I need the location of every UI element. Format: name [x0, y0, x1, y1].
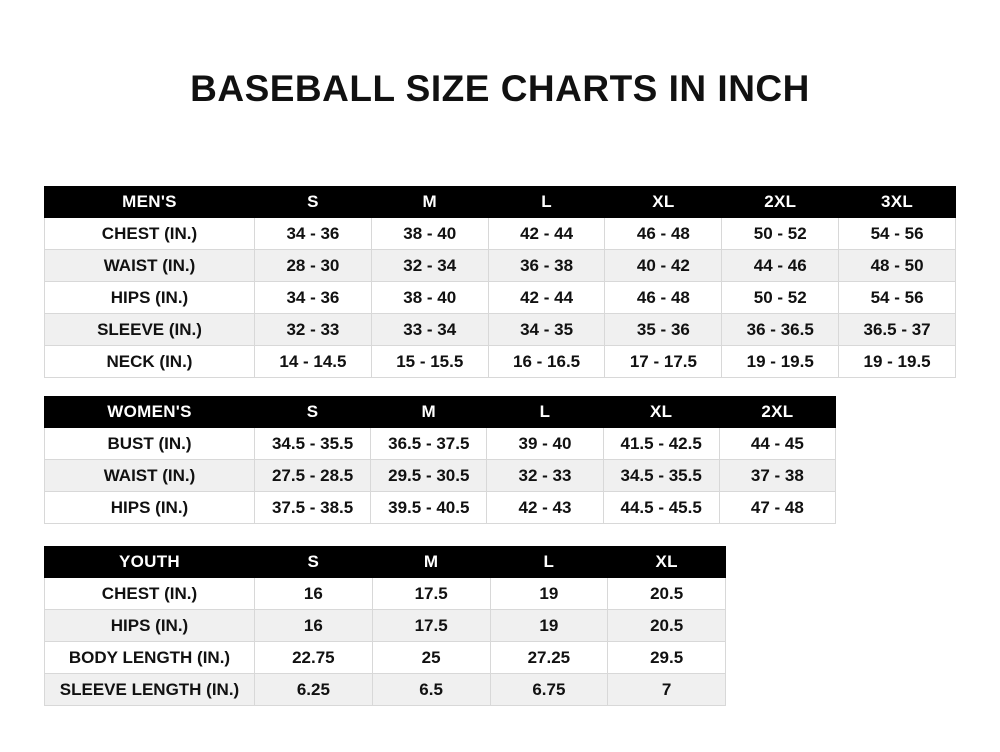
table-row: [45, 282, 956, 314]
men-cell-4-1: 15 - 15.5: [371, 346, 488, 378]
men-cell-4-2: 16 - 16.5: [488, 346, 605, 378]
men-cell-0-2: 42 - 44: [488, 218, 605, 250]
women-cell-0-3: 41.5 - 42.5: [603, 428, 719, 460]
men-cell-4-4: 19 - 19.5: [722, 346, 839, 378]
youth-cell-2-3: 29.5: [608, 642, 726, 674]
table-row: [45, 642, 726, 674]
youth-row-label: CHEST (IN.): [45, 578, 255, 610]
women-header-cell-2: M: [371, 397, 487, 428]
men-cell-4-5: 19 - 19.5: [839, 346, 956, 378]
men-cell-2-3: 46 - 48: [605, 282, 722, 314]
men-cell-4-3: 17 - 17.5: [605, 346, 722, 378]
men-cell-2-0: 34 - 36: [255, 282, 372, 314]
men-header-cell-1: S: [255, 187, 372, 218]
men-row-label: HIPS (IN.): [45, 282, 255, 314]
men-cell-1-5: 48 - 50: [839, 250, 956, 282]
men-cell-0-4: 50 - 52: [722, 218, 839, 250]
mens-table-header: [45, 187, 956, 218]
youth-cell-1-1: 17.5: [372, 610, 490, 642]
youth-cell-1-0: 16: [255, 610, 373, 642]
table-row: [45, 492, 836, 524]
men-row-label: CHEST (IN.): [45, 218, 255, 250]
men-cell-2-1: 38 - 40: [371, 282, 488, 314]
youth-cell-2-2: 27.25: [490, 642, 608, 674]
women-header-cell-0: WOMEN'S: [45, 397, 255, 428]
women-header-cell-1: S: [255, 397, 371, 428]
women-cell-0-1: 36.5 - 37.5: [371, 428, 487, 460]
youth-size-table: [44, 546, 726, 706]
womens-table-body: [45, 428, 836, 524]
mens-table-body: [45, 218, 956, 378]
mens-size-table: [44, 186, 956, 378]
men-header-cell-4: XL: [605, 187, 722, 218]
youth-cell-2-0: 22.75: [255, 642, 373, 674]
women-cell-2-0: 37.5 - 38.5: [255, 492, 371, 524]
women-cell-1-1: 29.5 - 30.5: [371, 460, 487, 492]
women-cell-0-4: 44 - 45: [719, 428, 835, 460]
women-cell-2-3: 44.5 - 45.5: [603, 492, 719, 524]
men-header-cell-6: 3XL: [839, 187, 956, 218]
men-header-cell-2: M: [371, 187, 488, 218]
men-cell-3-3: 35 - 36: [605, 314, 722, 346]
women-cell-1-3: 34.5 - 35.5: [603, 460, 719, 492]
women-header-cell-5: 2XL: [719, 397, 835, 428]
men-header-cell-3: L: [488, 187, 605, 218]
men-cell-2-2: 42 - 44: [488, 282, 605, 314]
men-cell-1-1: 32 - 34: [371, 250, 488, 282]
youth-cell-1-2: 19: [490, 610, 608, 642]
men-cell-3-5: 36.5 - 37: [839, 314, 956, 346]
youth-size-chart: [44, 546, 726, 706]
youth-cell-3-2: 6.75: [490, 674, 608, 706]
table-row: [45, 674, 726, 706]
men-cell-3-1: 33 - 34: [371, 314, 488, 346]
women-header-cell-4: XL: [603, 397, 719, 428]
women-row-label: BUST (IN.): [45, 428, 255, 460]
womens-size-table: [44, 396, 836, 524]
women-cell-2-1: 39.5 - 40.5: [371, 492, 487, 524]
women-cell-0-2: 39 - 40: [487, 428, 603, 460]
men-cell-0-5: 54 - 56: [839, 218, 956, 250]
men-cell-2-5: 54 - 56: [839, 282, 956, 314]
table-header-row: [45, 187, 956, 218]
women-cell-2-2: 42 - 43: [487, 492, 603, 524]
men-cell-0-1: 38 - 40: [371, 218, 488, 250]
table-row: [45, 218, 956, 250]
page-title: BASEBALL SIZE CHARTS IN INCH: [190, 68, 810, 109]
youth-cell-3-1: 6.5: [372, 674, 490, 706]
men-cell-3-4: 36 - 36.5: [722, 314, 839, 346]
men-cell-1-0: 28 - 30: [255, 250, 372, 282]
men-cell-3-2: 34 - 35: [488, 314, 605, 346]
table-row: [45, 460, 836, 492]
men-cell-0-0: 34 - 36: [255, 218, 372, 250]
men-row-label: NECK (IN.): [45, 346, 255, 378]
youth-header-cell-4: XL: [608, 547, 726, 578]
youth-cell-3-3: 7: [608, 674, 726, 706]
youth-header-cell-1: S: [255, 547, 373, 578]
table-row: [45, 578, 726, 610]
youth-cell-1-3: 20.5: [608, 610, 726, 642]
women-cell-2-4: 47 - 48: [719, 492, 835, 524]
youth-table-body: [45, 578, 726, 706]
youth-table-header: [45, 547, 726, 578]
womens-size-chart: [44, 396, 836, 524]
men-header-cell-0: MEN'S: [45, 187, 255, 218]
men-cell-3-0: 32 - 33: [255, 314, 372, 346]
women-cell-1-0: 27.5 - 28.5: [255, 460, 371, 492]
men-row-label: SLEEVE (IN.): [45, 314, 255, 346]
youth-header-cell-3: L: [490, 547, 608, 578]
men-cell-2-4: 50 - 52: [722, 282, 839, 314]
table-row: [45, 346, 956, 378]
men-cell-1-3: 40 - 42: [605, 250, 722, 282]
men-cell-0-3: 46 - 48: [605, 218, 722, 250]
men-cell-1-4: 44 - 46: [722, 250, 839, 282]
youth-cell-0-3: 20.5: [608, 578, 726, 610]
table-row: [45, 250, 956, 282]
table-row: [45, 428, 836, 460]
youth-cell-0-1: 17.5: [372, 578, 490, 610]
youth-row-label: BODY LENGTH (IN.): [45, 642, 255, 674]
youth-cell-0-0: 16: [255, 578, 373, 610]
men-row-label: WAIST (IN.): [45, 250, 255, 282]
womens-table-header: [45, 397, 836, 428]
women-header-cell-3: L: [487, 397, 603, 428]
men-header-cell-5: 2XL: [722, 187, 839, 218]
youth-header-cell-0: YOUTH: [45, 547, 255, 578]
youth-cell-0-2: 19: [490, 578, 608, 610]
mens-size-chart: [44, 186, 956, 378]
youth-cell-2-1: 25: [372, 642, 490, 674]
youth-row-label: SLEEVE LENGTH (IN.): [45, 674, 255, 706]
youth-row-label: HIPS (IN.): [45, 610, 255, 642]
women-cell-0-0: 34.5 - 35.5: [255, 428, 371, 460]
table-header-row: [45, 547, 726, 578]
youth-cell-3-0: 6.25: [255, 674, 373, 706]
women-cell-1-2: 32 - 33: [487, 460, 603, 492]
women-row-label: WAIST (IN.): [45, 460, 255, 492]
women-row-label: HIPS (IN.): [45, 492, 255, 524]
women-cell-1-4: 37 - 38: [719, 460, 835, 492]
table-row: [45, 314, 956, 346]
table-row: [45, 610, 726, 642]
youth-header-cell-2: M: [372, 547, 490, 578]
table-header-row: [45, 397, 836, 428]
men-cell-4-0: 14 - 14.5: [255, 346, 372, 378]
men-cell-1-2: 36 - 38: [488, 250, 605, 282]
